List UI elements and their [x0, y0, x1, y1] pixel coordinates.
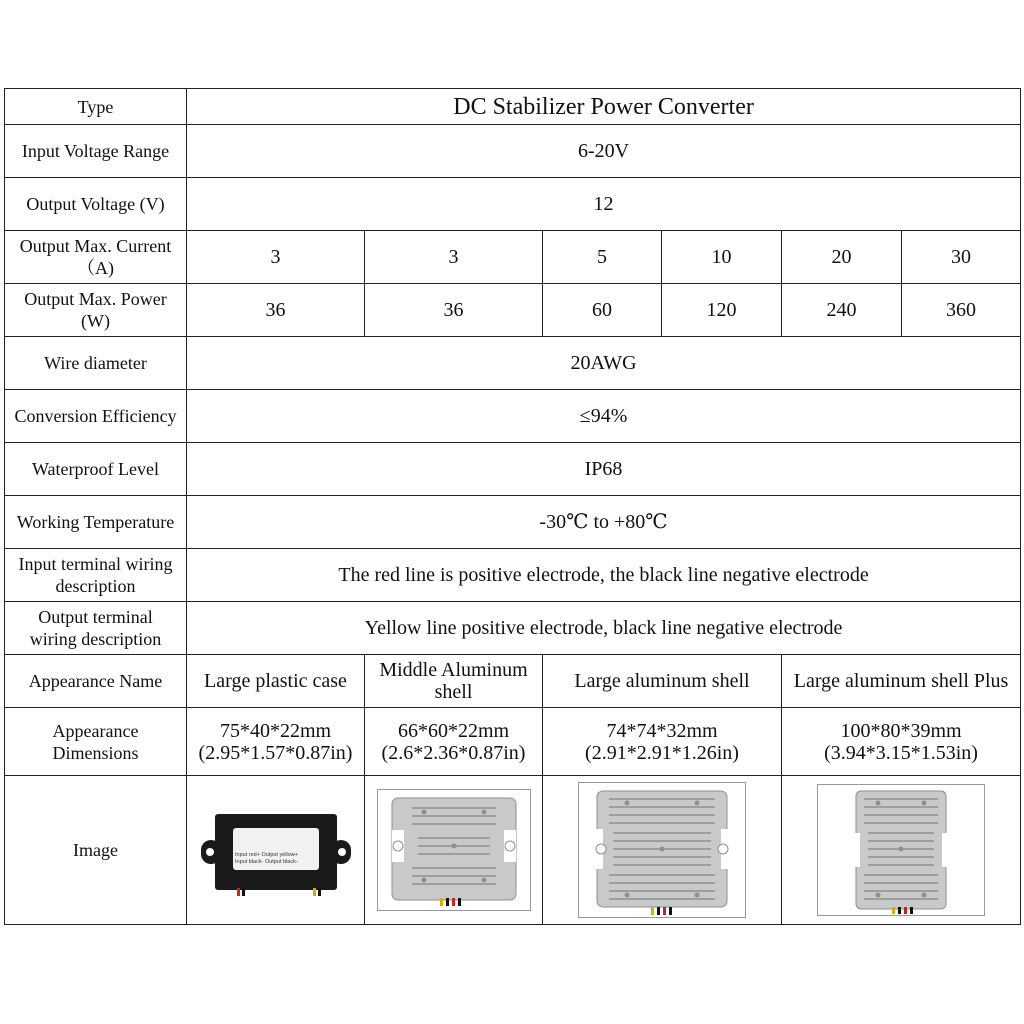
large-aluminum-shell-image [578, 782, 746, 918]
input-voltage-value: 6-20V [187, 125, 1021, 178]
appearance-name-line1: Large plastic case [204, 670, 347, 692]
output-wiring-label-line1: Output terminal [38, 607, 153, 627]
efficiency-value: ≤94% [187, 390, 1021, 443]
dimensions-in: (2.95*1.57*0.87in) [198, 741, 353, 764]
row-input-wiring [5, 549, 1021, 602]
dimensions-in: (3.94*3.15*1.53in) [824, 741, 978, 764]
image-cell-large-aluminum [543, 776, 782, 925]
dimensions-value [187, 708, 365, 776]
dimensions-mm: 66*60*22mm [397, 719, 510, 742]
appearance-name-line1: Large aluminum shell Plus [793, 670, 1009, 692]
input-wiring-label-line1: Input terminal wiring [18, 554, 173, 574]
row-image [5, 776, 1021, 925]
plastic-label-line1: Input red+ Output yellow+ [234, 852, 298, 858]
output-wiring-label-line2: wiring description [29, 629, 162, 649]
image-cell-plastic [187, 776, 365, 925]
large-aluminum-shell-plus-image [817, 784, 985, 916]
output-power-value: 60 [543, 284, 662, 337]
appearance-name-value [543, 655, 782, 708]
dimensions-in: (2.91*2.91*1.26in) [585, 741, 739, 764]
row-wire-diameter [5, 337, 1021, 390]
efficiency-label: Conversion Efficiency [5, 390, 187, 443]
output-current-value: 3 [187, 231, 365, 284]
dimensions-in: (2.6*2.36*0.87in) [381, 741, 526, 764]
row-temperature [5, 496, 1021, 549]
image-label: Image [5, 776, 187, 925]
wire-diameter-value: 20AWG [187, 337, 1021, 390]
input-wiring-label-line2: description [55, 576, 136, 596]
output-power-value: 36 [187, 284, 365, 337]
middle-aluminum-shell-image [377, 789, 531, 911]
row-output-voltage [5, 178, 1021, 231]
input-wiring-label [5, 549, 187, 602]
output-current-label-line1: Output Max. Current [19, 236, 172, 256]
appearance-dimensions-label-line1: Appearance [52, 720, 139, 741]
row-output-current [5, 231, 1021, 284]
dimensions-value [543, 708, 782, 776]
output-current-value: 30 [902, 231, 1021, 284]
appearance-name-line2: shell [434, 681, 473, 703]
row-appearance-name [5, 655, 1021, 708]
output-power-value: 360 [902, 284, 1021, 337]
appearance-dimensions-label-line2: Dimensions [52, 742, 139, 763]
output-voltage-value: 12 [187, 178, 1021, 231]
row-appearance-dimensions [5, 708, 1021, 776]
output-current-value: 5 [543, 231, 662, 284]
waterproof-value: IP68 [187, 443, 1021, 496]
output-current-value: 10 [662, 231, 782, 284]
output-current-label-line2: （A) [77, 258, 114, 278]
output-current-label [5, 231, 187, 284]
output-power-value: 120 [662, 284, 782, 337]
appearance-name-label: Appearance Name [5, 655, 187, 708]
input-voltage-label: Input Voltage Range [5, 125, 187, 178]
dimensions-mm: 75*40*22mm [219, 719, 332, 742]
waterproof-label: Waterproof Level [5, 443, 187, 496]
dimensions-mm: 100*80*39mm [840, 719, 962, 742]
dimensions-mm: 74*74*32mm [606, 719, 718, 742]
row-waterproof [5, 443, 1021, 496]
appearance-name-value [187, 655, 365, 708]
output-power-value: 240 [782, 284, 902, 337]
wire-diameter-label: Wire diameter [5, 337, 187, 390]
output-power-value: 36 [365, 284, 543, 337]
appearance-dimensions-label [5, 708, 187, 776]
output-current-value: 20 [782, 231, 902, 284]
dimensions-value [365, 708, 543, 776]
appearance-name-value [365, 655, 543, 708]
output-wiring-label [5, 602, 187, 655]
plastic-case-image [201, 800, 351, 900]
row-output-wiring [5, 602, 1021, 655]
image-cell-middle-aluminum [365, 776, 543, 925]
output-power-label-line1: Output Max. Power [24, 289, 167, 309]
appearance-name-line1: Large aluminum shell [574, 670, 750, 692]
appearance-name-value [782, 655, 1021, 708]
row-type [5, 89, 1021, 125]
image-cell-large-aluminum-plus [782, 776, 1021, 925]
type-label: Type [5, 89, 187, 125]
output-power-label [5, 284, 187, 337]
plastic-label-line2: Input black- Output black- [234, 859, 298, 865]
output-power-label-line2: (W) [81, 311, 110, 331]
input-wiring-value: The red line is positive electrode, the black line negative electrode [187, 549, 1021, 602]
temperature-label: Working Temperature [5, 496, 187, 549]
output-wiring-value: Yellow line positive electrode, black line negative electrode [187, 602, 1021, 655]
row-output-power [5, 284, 1021, 337]
appearance-name-line1: Middle Aluminum [379, 659, 528, 681]
dimensions-value [782, 708, 1021, 776]
row-efficiency [5, 390, 1021, 443]
row-input-voltage [5, 125, 1021, 178]
type-value: DC Stabilizer Power Converter [187, 89, 1021, 125]
spec-table [4, 88, 1021, 925]
output-current-value: 3 [365, 231, 543, 284]
temperature-value: -30℃ to +80℃ [187, 496, 1021, 549]
output-voltage-label: Output Voltage (V) [5, 178, 187, 231]
